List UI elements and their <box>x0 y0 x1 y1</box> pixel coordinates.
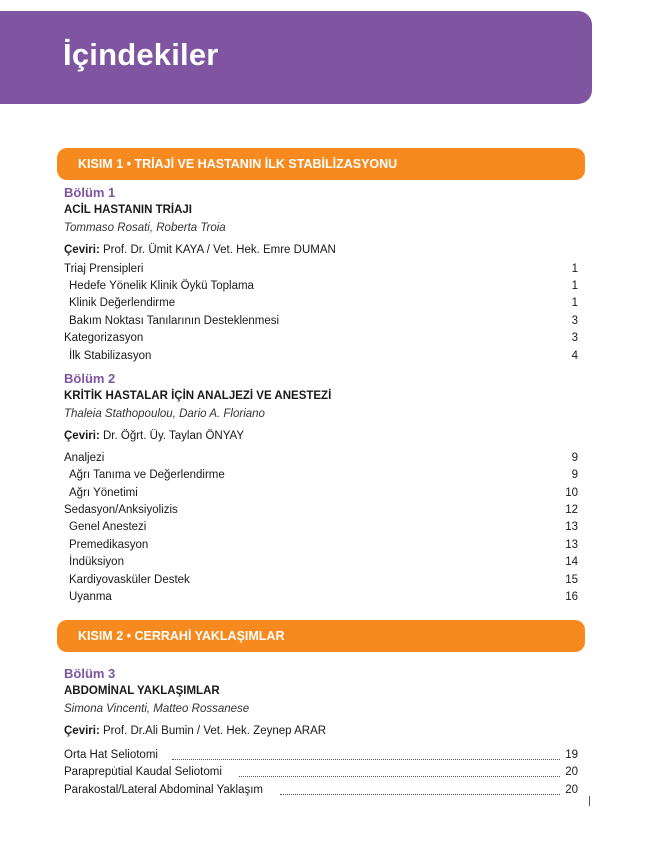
toc-entry[interactable] <box>64 504 578 519</box>
entry-page: 20 <box>565 766 578 778</box>
toc-entry[interactable] <box>64 784 578 799</box>
entry-page: 1 <box>571 297 578 309</box>
toc-entry[interactable] <box>64 332 578 347</box>
chapter-2-authors: Thaleia Stathopoulou, Dario A. Floriano <box>64 408 265 420</box>
entry-text: Kategorizasyon <box>64 332 144 344</box>
translator-prefix: Çeviri: <box>64 725 100 737</box>
entry-page: 1 <box>571 263 578 275</box>
toc-entry[interactable] <box>64 452 578 467</box>
toc-entry[interactable] <box>64 280 578 295</box>
entry-text: Ağrı Tanıma ve Değerlendirme <box>69 469 225 481</box>
part-2-bar <box>57 620 585 652</box>
toc-entry[interactable] <box>64 297 578 312</box>
entry-page: 10 <box>565 487 578 499</box>
page-title: İçindekiler <box>63 37 219 72</box>
chapter-1-authors: Tommaso Rosati, Roberta Troia <box>64 222 226 234</box>
entry-page: 9 <box>571 452 578 464</box>
entry-page: 19 <box>565 749 578 761</box>
chapter-3-title: ABDOMİNAL YAKLAŞIMLAR <box>64 685 220 697</box>
entry-text: Klinik Değerlendirme <box>69 297 176 309</box>
chapter-1-title: ACİL HASTANIN TRİAJI <box>64 204 192 216</box>
page-edge-marker <box>589 796 590 806</box>
entry-text: Orta Hat Seliotomi <box>64 749 158 761</box>
entry-text: Paraprepu̇tial Kaudal Seliotomi <box>64 766 222 778</box>
entry-page: 15 <box>565 574 578 586</box>
toc-entry[interactable] <box>64 350 578 365</box>
toc-entry[interactable] <box>64 315 578 330</box>
dot-leader <box>280 794 560 795</box>
part-1-label: KISIM 1 • TRİAJİ VE HASTANIN İLK STABİLİZASYONU <box>78 157 398 171</box>
translator-names: Dr. Öğrt. Üy. Taylan ÖNYAY <box>99 430 245 442</box>
entry-text: Kardiyovasküler Destek <box>69 574 190 586</box>
translator-prefix: Çeviri: <box>64 430 100 442</box>
entry-page: 4 <box>571 350 578 362</box>
entry-page: 9 <box>571 469 578 481</box>
chapter-2-label: Bölüm 2 <box>64 371 116 386</box>
toc-entry[interactable] <box>64 539 578 554</box>
entry-text: İlk Stabilizasyon <box>69 350 152 362</box>
entry-page: 13 <box>565 521 578 533</box>
chapter-3-authors: Simona Vincenti, Matteo Rossanese <box>64 703 250 715</box>
part-2-label: KISIM 2 • CERRAHİ YAKLAŞIMLAR <box>78 629 285 643</box>
toc-entry[interactable] <box>64 766 578 781</box>
chapter-3-label: Bölüm 3 <box>64 666 116 681</box>
entry-text: Hedefe Yönelik Klinik Öykü Toplama <box>69 280 254 292</box>
translator-names: Prof. Dr. Ümit KAYA / Vet. Hek. Emre DUMAN <box>99 244 336 256</box>
toc-entry[interactable] <box>64 487 578 502</box>
entry-page: 3 <box>571 332 578 344</box>
entry-text: Parakostal/Lateral Abdominal Yaklaşım <box>64 784 264 796</box>
toc-entry[interactable] <box>64 749 578 764</box>
chapter-2-translator <box>64 430 244 442</box>
part-1-bar <box>57 148 585 180</box>
toc-entry[interactable] <box>64 521 578 536</box>
chapter-1-label: Bölüm 1 <box>64 185 116 200</box>
toc-entry[interactable] <box>64 574 578 589</box>
entry-page: 12 <box>565 504 578 516</box>
entry-text: Analjezi <box>64 452 105 464</box>
entry-page: 3 <box>571 315 578 327</box>
entry-page: 13 <box>565 539 578 551</box>
toc-entry[interactable] <box>64 556 578 571</box>
chapter-3-translator <box>64 725 326 737</box>
toc-entry[interactable] <box>64 263 578 278</box>
toc-entry[interactable] <box>64 591 578 606</box>
entry-text: Sedasyon/Anksiyolizis <box>64 504 178 516</box>
dot-leader <box>239 776 560 777</box>
dot-leader <box>172 759 560 760</box>
entry-text: Genel Anestezi <box>69 521 147 533</box>
entry-text: İndüksiyon <box>69 556 124 568</box>
entry-page: 16 <box>565 591 578 603</box>
entry-text: Premedikasyon <box>69 539 149 551</box>
translator-prefix: Çeviri: <box>64 244 100 256</box>
entry-text: Ağrı Yönetimi <box>69 487 138 499</box>
translator-names: Prof. Dr.Ali Bumin / Vet. Hek. Zeynep ARAR <box>99 725 327 737</box>
entry-text: Uyanma <box>69 591 112 603</box>
entry-text: Bakım Noktası Tanılarının Desteklenmesi <box>69 315 280 327</box>
toc-entry[interactable] <box>64 469 578 484</box>
chapter-1-translator <box>64 244 336 256</box>
entry-page: 14 <box>565 556 578 568</box>
entry-text: Triaj Prensipleri <box>64 263 144 275</box>
chapter-2-title: KRİTİK HASTALAR İÇİN ANALJEZİ VE ANESTEZİ <box>64 390 332 402</box>
entry-page: 20 <box>565 784 578 796</box>
entry-page: 1 <box>571 280 578 292</box>
